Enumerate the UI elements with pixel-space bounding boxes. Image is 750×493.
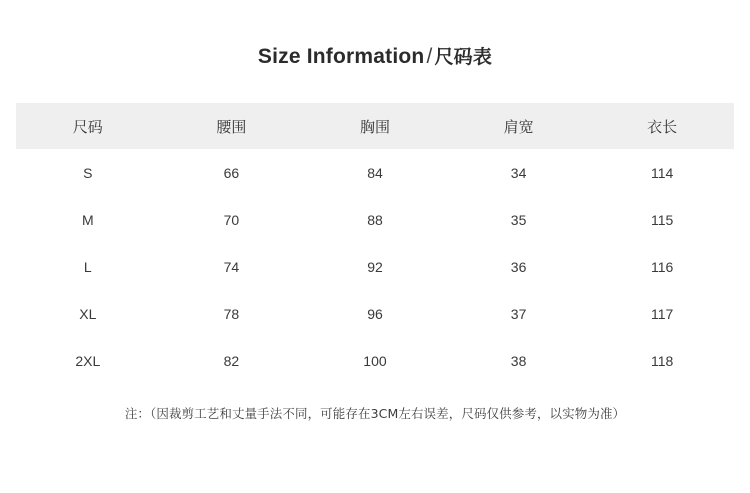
cell-bust: 88 [367, 211, 383, 228]
size-table [16, 103, 734, 384]
cell-shoulder: 35 [510, 211, 527, 228]
table-row [16, 196, 734, 243]
cell-length: 117 [651, 305, 674, 322]
cell-waist: 74 [223, 258, 240, 275]
cell-size: M [81, 211, 94, 228]
table-row [16, 337, 734, 384]
cell-bust: 84 [367, 164, 383, 181]
column-header-length: 衣长 [590, 103, 734, 149]
column-header-waist: 腰围 [160, 103, 304, 149]
cell-bust: 96 [367, 305, 383, 322]
cell-bust: 100 [363, 352, 387, 369]
cell-waist: 70 [223, 211, 240, 228]
cell-length: 118 [651, 352, 674, 369]
cell-length: 115 [651, 211, 674, 228]
cell-size: 2XL [75, 352, 101, 369]
cell-shoulder: 38 [510, 352, 527, 369]
page-title-chinese: 尺码表 [434, 46, 493, 68]
page-title-separator: / [426, 45, 433, 68]
column-header-bust: 胸围 [303, 103, 447, 149]
table-row [16, 290, 734, 337]
cell-waist: 82 [223, 352, 240, 369]
cell-size: L [83, 258, 92, 275]
cell-length: 116 [651, 258, 674, 275]
measurement-note: 注：（因裁剪工艺和丈量手法不同，可能存在3CM左右误差，尺码仅供参考，以实物为准） [124, 406, 626, 421]
cell-shoulder: 37 [510, 305, 527, 322]
table-header-row [16, 103, 734, 149]
cell-shoulder: 34 [510, 164, 527, 181]
table-row [16, 243, 734, 290]
size-table-body [16, 149, 734, 384]
cell-length: 114 [651, 164, 674, 181]
column-header-size: 尺码 [16, 103, 160, 149]
cell-size: XL [79, 305, 97, 322]
cell-bust: 92 [367, 258, 383, 275]
cell-waist: 78 [223, 305, 240, 322]
table-row [16, 149, 734, 196]
cell-shoulder: 36 [510, 258, 527, 275]
size-table-container [16, 103, 734, 384]
column-header-shoulder: 肩宽 [447, 103, 591, 149]
page-title [0, 0, 750, 69]
cell-size: S [83, 164, 93, 181]
page-title-english: Size Information [257, 45, 425, 68]
size-table-head [16, 103, 734, 149]
cell-waist: 66 [223, 164, 240, 181]
